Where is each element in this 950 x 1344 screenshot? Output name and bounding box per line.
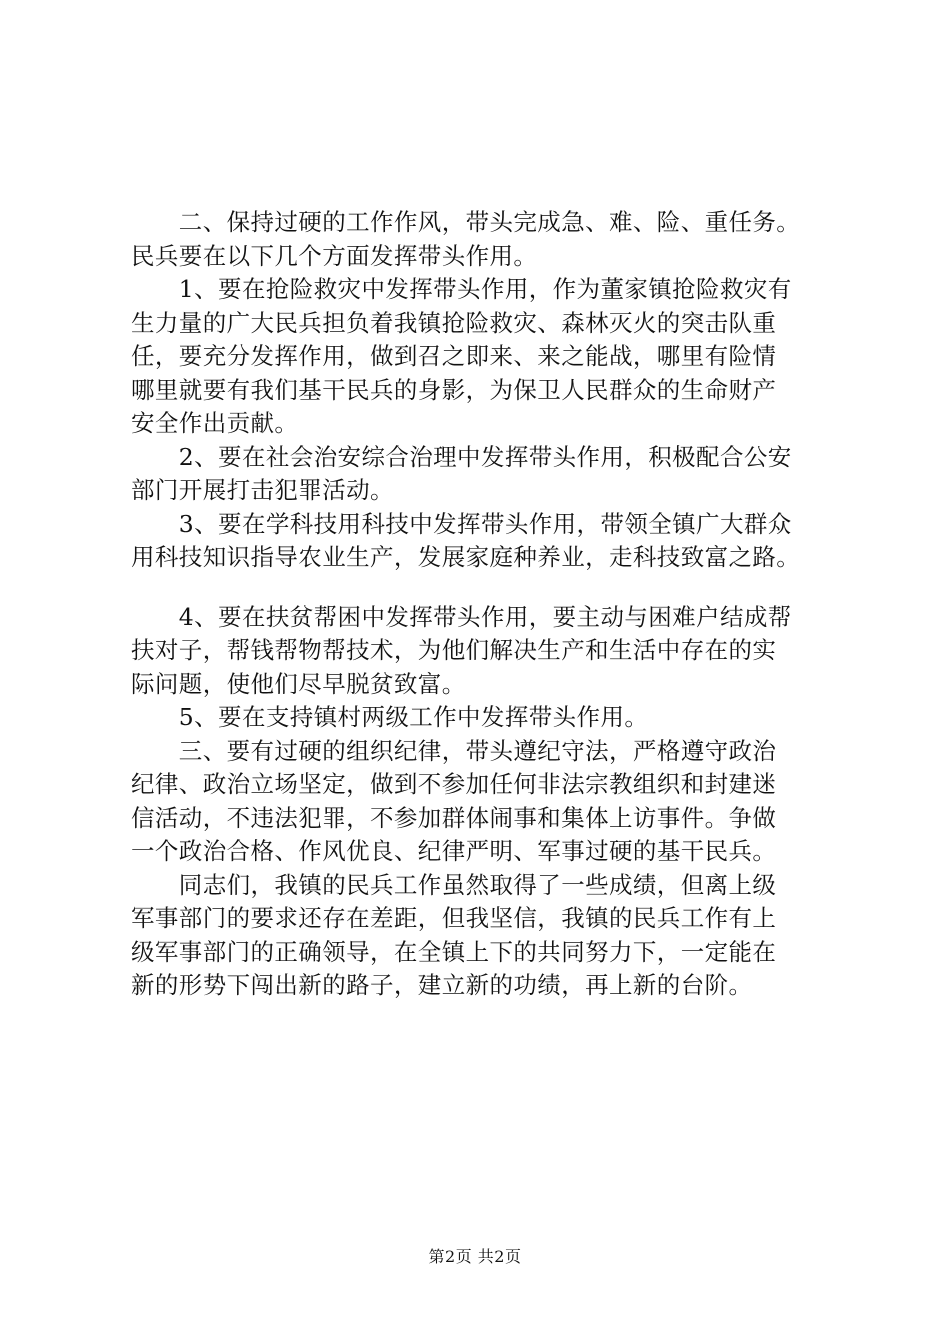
text-line: 扶对子，帮钱帮物帮技术，为他们解决生产和生活中存在的实 xyxy=(131,636,777,664)
text-line: 1、要在抢险救灾中发挥带头作用，作为董家镇抢险救灾有 xyxy=(131,275,792,303)
text-line: 三、要有过硬的组织纪律，带头遵纪守法，严格遵守政治 xyxy=(131,736,777,765)
text-line: 3、要在学科技用科技中发挥带头作用，带领全镇广大群众 xyxy=(131,509,792,538)
text-line: 新的形势下闯出新的路子，建立新的功绩，再上新的台阶。 xyxy=(131,971,753,999)
text-line: 军事部门的要求还存在差距，但我坚信，我镇的民兵工作有上 xyxy=(131,904,777,932)
text-line: 5、要在支持镇村两级工作中发挥带头作用。 xyxy=(131,703,649,731)
text-line: 信活动，不违法犯罪，不参加群体闹事和集体上访事件。争做 xyxy=(131,803,777,832)
text-line: 纪律、政治立场坚定，做到不参加任何非法宗教组织和封建迷 xyxy=(131,770,777,798)
text-line: 安全作出贡献。 xyxy=(131,409,299,437)
text-line: 一个政治合格、作风优良、纪律严明、军事过硬的基干民兵。 xyxy=(131,837,777,865)
text-line: 任，要充分发挥作用，做到召之即来、来之能战，哪里有险情 xyxy=(131,342,777,370)
text-line: 2、要在社会治安综合治理中发挥带头作用，积极配合公安 xyxy=(131,442,792,471)
text-line: 级军事部门的正确领导，在全镇上下的共同努力下，一定能在 xyxy=(131,937,777,966)
document-body xyxy=(131,206,851,1003)
text-line: 同志们，我镇的民兵工作虽然取得了一些成绩，但离上级 xyxy=(131,870,777,899)
page-footer: 第2页 共2页 xyxy=(428,1247,522,1266)
text-line: 际问题，使他们尽早脱贫致富。 xyxy=(131,669,466,698)
text-line: 民兵要在以下几个方面发挥带头作用。 xyxy=(131,241,538,270)
text-line: 用科技知识指导农业生产，发展家庭种养业，走科技致富之路。 xyxy=(131,543,801,571)
text-line: 哪里就要有我们基干民兵的身影，为保卫人民群众的生命财产 xyxy=(131,375,777,404)
paragraph-gap xyxy=(131,575,851,601)
text-line: 二、保持过硬的工作作风，带头完成急、难、险、重任务。 xyxy=(131,208,801,236)
text-line: 部门开展打击犯罪活动。 xyxy=(131,476,394,504)
text-line: 4、要在扶贫帮困中发挥带头作用，要主动与困难户结成帮 xyxy=(131,602,792,631)
text-line: 生力量的广大民兵担负着我镇抢险救灾、森林灭火的突击队重 xyxy=(131,308,777,337)
